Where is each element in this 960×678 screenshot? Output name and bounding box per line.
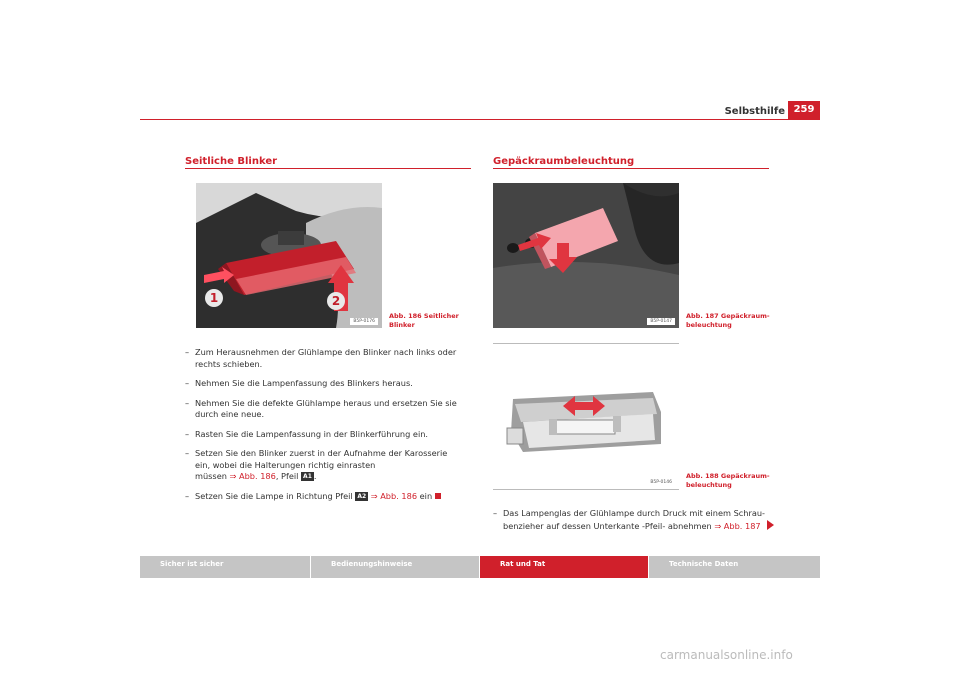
page-number: 259 <box>788 101 820 119</box>
figure-reference-link[interactable]: ⇒ Abb. 187 <box>714 520 761 531</box>
caption-line: beleuchtung <box>686 321 732 329</box>
tab-label: Technische Daten <box>669 560 739 568</box>
dash: – <box>185 490 190 501</box>
callout-1: 1 <box>209 291 219 305</box>
step-text: Nehmen Sie die Lampenfassung des Blinkers heraus. <box>195 378 413 388</box>
step-text: Das Lampenglas der Glühlampe durch Druck mit einem Schrau- <box>503 508 765 518</box>
watermark: carmanualsonline.info <box>660 648 793 662</box>
dash: – <box>493 508 498 518</box>
section-title-seitliche-blinker: Seitliche Blinker <box>185 156 278 167</box>
text: benzieher auf dessen Unterkante -Pfeil- abnehmen <box>503 520 715 531</box>
figure-code: B5P-0176 <box>350 318 378 325</box>
caption-line: Abb. 186 Seitlicher <box>389 312 459 320</box>
text: ein <box>417 490 433 501</box>
dash: – <box>185 397 190 408</box>
side-indicator-illustration <box>196 183 382 328</box>
list-item <box>185 398 475 421</box>
instruction-list-left <box>185 347 475 510</box>
figure-luggage-light-187 <box>493 183 679 328</box>
list-item <box>185 448 475 483</box>
step-text: ein, wobei die Halterungen richtig einrasten <box>195 459 376 470</box>
figure-code: B5P-0147 <box>647 318 675 325</box>
list-item <box>185 429 475 441</box>
figure-reference-link[interactable]: ⇒ Abb. 186 <box>229 471 276 481</box>
caption-line: beleuchtung <box>686 481 732 489</box>
text: . <box>313 471 317 481</box>
tab-label: Rat und Tat <box>500 560 546 568</box>
step-text: Setzen Sie den Blinker zuerst in der Aufnahme der Karosserie <box>195 448 448 458</box>
tab-technische-daten[interactable] <box>649 556 820 578</box>
arrow-badge-a2: A2 <box>357 492 367 500</box>
section-title-gepaeckraumbeleuchtung: Gepäckraumbeleuchtung <box>493 156 635 167</box>
tab-label: Bedienungshinweise <box>331 560 413 568</box>
arrow-badge-a1: A1 <box>303 473 312 480</box>
list-item <box>185 378 475 390</box>
section-end-icon <box>435 493 441 499</box>
step-text <box>195 491 475 503</box>
luggage-light-illustration-187 <box>493 183 679 328</box>
tab-bedienungshinweise[interactable] <box>311 556 479 578</box>
section-rule <box>493 168 769 169</box>
step-text <box>503 520 783 533</box>
tab-rat-und-tat[interactable] <box>480 556 648 578</box>
list-item <box>493 508 783 532</box>
dash: – <box>185 428 190 439</box>
figure-caption-188 <box>686 472 771 490</box>
section-rule <box>185 168 471 169</box>
dash: – <box>185 347 190 357</box>
step-text: Nehmen Sie die defekte Glühlampe heraus und ersetzen Sie sie <box>195 397 457 408</box>
header-rule <box>140 119 820 120</box>
text: Setzen Sie die Lampe in Richtung Pfeil <box>195 490 356 501</box>
figure-code: B5P-0146 <box>647 479 675 486</box>
instruction-list-right <box>493 508 783 540</box>
tab-label: Sicher ist sicher <box>160 560 224 568</box>
step-text: durch eine neue. <box>195 409 265 419</box>
figure-reference-link[interactable]: ⇒ Abb. 186 <box>368 490 418 501</box>
caption-line: Abb. 188 Gepäckraum- <box>686 472 770 480</box>
figure-luggage-light-188 <box>493 343 679 490</box>
dash: – <box>185 448 190 458</box>
tab-sicher-ist-sicher[interactable] <box>140 556 310 578</box>
step-text <box>195 471 475 483</box>
figure-caption-186 <box>389 312 469 330</box>
step-text: Rasten Sie die Lampenfassung in der Blinkerführung ein. <box>195 428 429 439</box>
luggage-light-illustration-188 <box>493 344 679 489</box>
step-text: Zum Herausnehmen der Glühlampe den Blinker nach links oder <box>195 347 457 357</box>
caption-line: Blinker <box>389 321 415 329</box>
list-item <box>185 347 475 370</box>
step-text: rechts schieben. <box>195 358 263 369</box>
dash: – <box>185 378 190 388</box>
callout-2: 2 <box>331 294 341 308</box>
text: müssen <box>195 471 230 481</box>
list-item <box>185 491 475 503</box>
caption-line: Abb. 187 Gepäckraum- <box>686 312 770 320</box>
figure-caption-187 <box>686 312 771 330</box>
text: , Pfeil <box>275 471 302 481</box>
continue-arrow-icon <box>767 520 774 530</box>
running-header-title: Selbsthilfe <box>724 106 785 117</box>
figure-side-indicator <box>196 183 382 328</box>
